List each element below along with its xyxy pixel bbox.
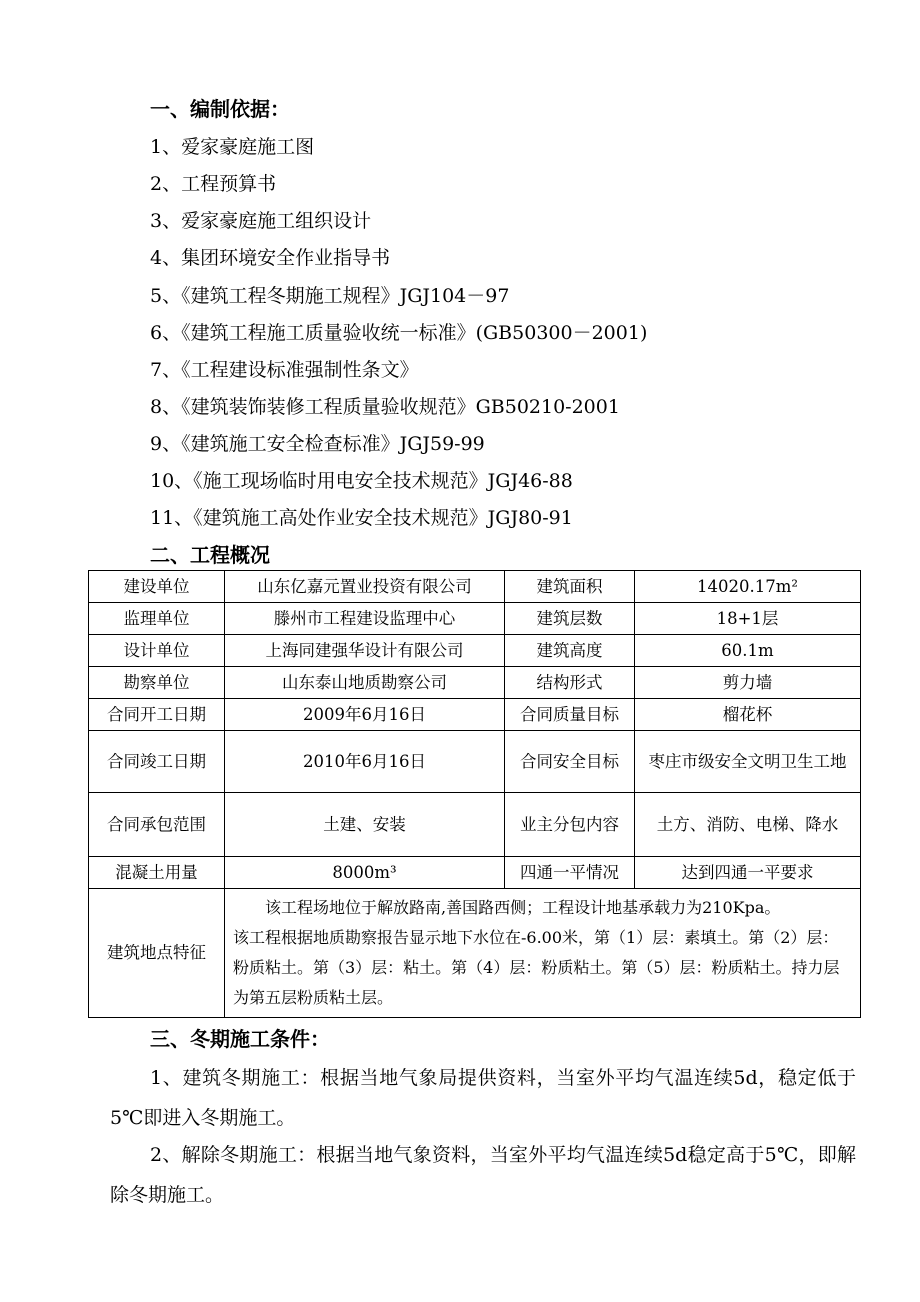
table-row — [89, 793, 861, 857]
reference-item-5: 5、《建筑工程冬期施工规程》JGJ104－97 — [150, 285, 510, 307]
row-value: 2010年6月16日 — [225, 731, 505, 793]
section-1-heading: 一、编制依据： — [150, 97, 290, 121]
row-value: 土方、消防、电梯、降水 — [635, 793, 861, 857]
row-label: 合同竣工日期 — [89, 731, 225, 793]
reference-item-9: 9、《建筑施工安全检查标准》JGJ59-99 — [150, 433, 485, 455]
site-features-text — [225, 889, 861, 1018]
row-value: 枣庄市级安全文明卫生工地 — [635, 731, 861, 793]
section-3-heading: 三、冬期施工条件： — [150, 1027, 330, 1051]
table-row — [89, 889, 861, 1018]
row-label: 业主分包内容 — [505, 793, 635, 857]
winter-construction-end-paragraph: 2、解除冬期施工：根据当地气象资料，当室外平均气温连续5d稳定高于5℃，即解除冬期施工。 — [110, 1144, 856, 1206]
table-row — [89, 699, 861, 731]
row-label: 建设单位 — [89, 571, 225, 603]
table-row — [89, 571, 861, 603]
row-label: 混凝土用量 — [89, 857, 225, 889]
site-features-line-2: 该工程根据地质勘察报告显示地下水位在-6.00米，第（1）层：素填土。第（2）层：粉质粘土。第（3）层：粘土。第（4）层：粉质粘土。第（5）层：粉质粘土。持力层为第五层粉质粘土层。 — [233, 928, 840, 1007]
reference-item-4: 4、集团环境安全作业指导书 — [150, 247, 391, 269]
row-value: 14020.17m² — [635, 571, 861, 603]
row-value: 剪力墙 — [635, 667, 861, 699]
table-row — [89, 635, 861, 667]
reference-item-11: 11、《建筑施工高处作业安全技术规范》JGJ80-91 — [150, 507, 573, 529]
row-label: 合同承包范围 — [89, 793, 225, 857]
row-value: 土建、安装 — [225, 793, 505, 857]
row-value: 18+1层 — [635, 603, 861, 635]
row-value: 8000m³ — [225, 857, 505, 889]
reference-item-1: 1、爱家豪庭施工图 — [150, 136, 315, 158]
row-label: 建筑面积 — [505, 571, 635, 603]
site-features-line-1: 该工程场地位于解放路南,善国路西侧；工程设计地基承载力为210Kpa。 — [265, 898, 781, 917]
row-label: 合同安全目标 — [505, 731, 635, 793]
row-value: 山东泰山地质勘察公司 — [225, 667, 505, 699]
row-value: 榴花杯 — [635, 699, 861, 731]
row-label: 四通一平情况 — [505, 857, 635, 889]
table-row — [89, 857, 861, 889]
row-value: 山东亿嘉元置业投资有限公司 — [225, 571, 505, 603]
row-value: 60.1m — [635, 635, 861, 667]
section-2-heading: 二、工程概况 — [150, 543, 270, 567]
reference-item-7: 7、《工程建设标准强制性条文》 — [150, 359, 419, 381]
row-value: 上海同建强华设计有限公司 — [225, 635, 505, 667]
row-label: 合同质量目标 — [505, 699, 635, 731]
project-overview-table — [88, 570, 861, 1018]
winter-construction-start-paragraph: 1、建筑冬期施工：根据当地气象局提供资料，当室外平均气温连续5d，稳定低于5℃即进入冬期施工。 — [110, 1067, 856, 1129]
row-label: 勘察单位 — [89, 667, 225, 699]
site-features-label: 建筑地点特征 — [89, 889, 225, 1018]
row-value: 2009年6月16日 — [225, 699, 505, 731]
row-label: 结构形式 — [505, 667, 635, 699]
row-label: 建筑层数 — [505, 603, 635, 635]
table-row — [89, 731, 861, 793]
row-label: 建筑高度 — [505, 635, 635, 667]
reference-item-3: 3、爱家豪庭施工组织设计 — [150, 210, 372, 232]
row-label: 合同开工日期 — [89, 699, 225, 731]
reference-item-2: 2、工程预算书 — [150, 173, 277, 195]
reference-item-10: 10、《施工现场临时用电安全技术规范》JGJ46-88 — [150, 470, 573, 492]
reference-item-8: 8、《建筑装饰装修工程质量验收规范》GB50210-2001 — [150, 396, 620, 418]
row-label: 监理单位 — [89, 603, 225, 635]
row-value: 滕州市工程建设监理中心 — [225, 603, 505, 635]
row-label: 设计单位 — [89, 635, 225, 667]
reference-item-6: 6、《建筑工程施工质量验收统一标准》(GB50300－2001) — [150, 322, 648, 344]
table-row — [89, 603, 861, 635]
row-value: 达到四通一平要求 — [635, 857, 861, 889]
table-row — [89, 667, 861, 699]
